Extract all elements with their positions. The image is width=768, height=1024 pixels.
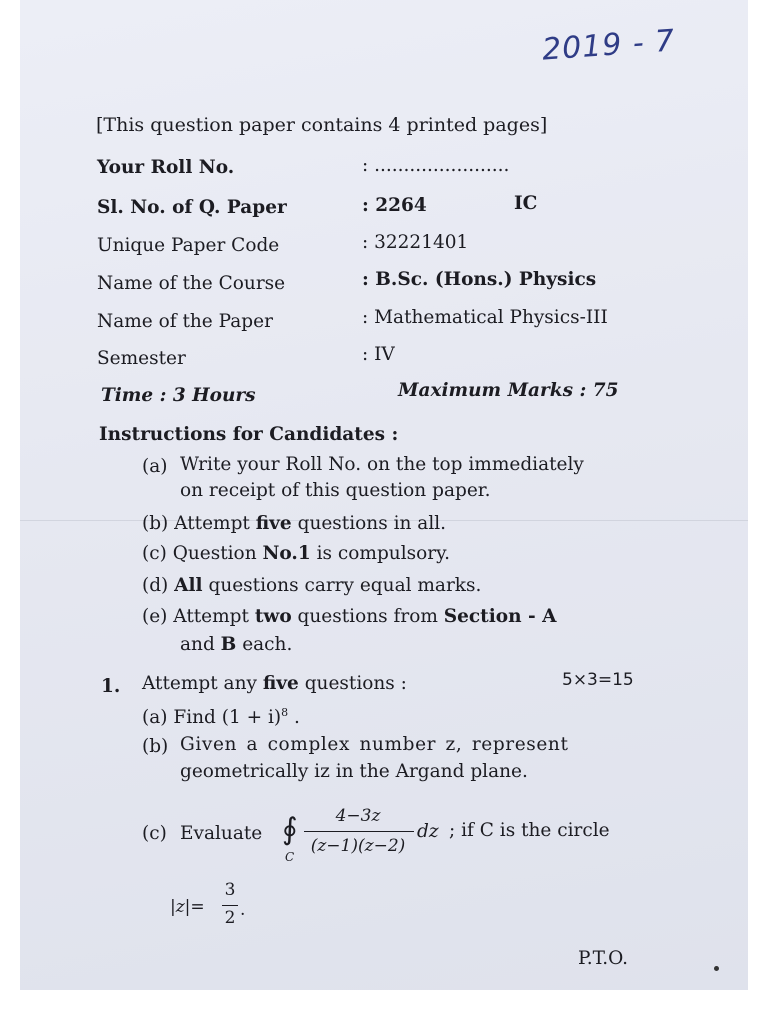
serial-no-code: IC [514,193,538,214]
integrand-denominator: (z−1)(z−2) [310,836,406,856]
instruction-e-pre: Attempt [173,606,255,627]
paper-code-value: : 32221401 [362,232,469,253]
instruction-a-tag: (a) [142,456,168,477]
please-turn-over: P.T.O. [578,948,629,969]
handwritten-note: 2019 - 7 [540,23,677,68]
integrand-fraction-bar [304,831,414,832]
instruction-b-pre: Attempt [174,513,256,534]
paper-name-value: : Mathematical Physics-III [362,307,608,328]
instruction-d [142,575,481,596]
ink-speck [714,966,719,971]
question-1-post: questions : [298,673,407,694]
condition-numerator: 3 [224,880,236,900]
instruction-a-line1: Write your Roll No. on the top immediately [180,454,584,475]
question-1a-end: . [288,707,300,729]
instruction-d-bold: All [174,575,203,596]
question-1a-tag: (a) [142,707,168,729]
question-1-marks: 5×3=15 [562,670,634,690]
instruction-d-tag: (d) [142,575,169,596]
instruction-e-line2-bold: B [220,634,237,655]
semester-label: Semester [97,348,186,369]
instruction-e-post: questions from [291,606,444,627]
semester-value: : IV [362,344,395,365]
integrand-numerator: 4−3z [335,806,381,826]
instruction-e-tag: (e) [142,606,168,627]
condition-left: |z|= [170,897,205,917]
instruction-c-tag: (c) [142,543,167,564]
page-count-note: [This question paper contains 4 printed pages] [96,114,548,136]
instruction-c-pre: Question [172,543,263,564]
instruction-b-bold: five [255,513,292,534]
instruction-e-bold: two [254,606,292,627]
question-1-stem [142,673,407,694]
course-value: : B.Sc. (Hons.) Physics [362,269,597,290]
roll-no-value: : ....................... [362,155,510,176]
condition-fraction-bar [222,905,238,906]
instruction-e-line2-pre: and [180,634,221,655]
question-1b-line2: geometrically iz in the Argand plane. [180,761,528,782]
instruction-b-tag: (b) [142,513,169,534]
instruction-e-line2 [180,634,292,655]
question-1-pre: Attempt any [142,673,263,694]
condition-denominator: 2 [224,908,236,928]
instruction-e [142,606,556,627]
instruction-b-post: questions in all. [291,513,447,534]
instruction-e-line2-post: each. [236,634,293,655]
question-1b-tag: (b) [142,736,169,757]
integrand-dz: dz [417,821,439,842]
instruction-c [142,543,450,564]
instruction-c-bold: No.1 [262,543,311,564]
condition-end: . [240,900,246,920]
serial-no-label: Sl. No. of Q. Paper [97,197,287,218]
question-1-number: 1. [101,676,121,697]
paper-name-label: Name of the Paper [97,311,273,332]
contour-integral-icon: ∮ [282,812,298,847]
question-1a-sup: 8 [281,706,289,719]
instruction-d-post: questions carry equal marks. [202,575,482,596]
time-allowed: Time : 3 Hours [101,385,256,406]
question-1c-pre: Evaluate [180,823,263,844]
instructions-title: Instructions for Candidates : [99,424,399,445]
paper-code-label: Unique Paper Code [97,235,280,256]
question-1b-line1: Given a complex number z, represent [180,734,569,755]
question-1a [142,706,300,728]
roll-no-label: Your Roll No. [97,157,235,178]
question-1-bold: five [262,673,299,694]
serial-no-value: : 2264 [362,195,427,216]
question-1c-tag: (c) [142,823,167,844]
question-1c-post: ; if C is the circle [449,820,610,841]
maximum-marks: Maximum Marks : 75 [398,380,619,401]
instruction-c-post: is compulsory. [310,543,450,564]
course-label: Name of the Course [97,273,286,294]
instruction-a-line2: on receipt of this question paper. [180,480,491,501]
instruction-b [142,513,446,534]
question-1a-text: Find (1 + i) [173,707,282,729]
contour-subscript: C [285,850,295,864]
instruction-e-section: Section - A [443,606,557,627]
